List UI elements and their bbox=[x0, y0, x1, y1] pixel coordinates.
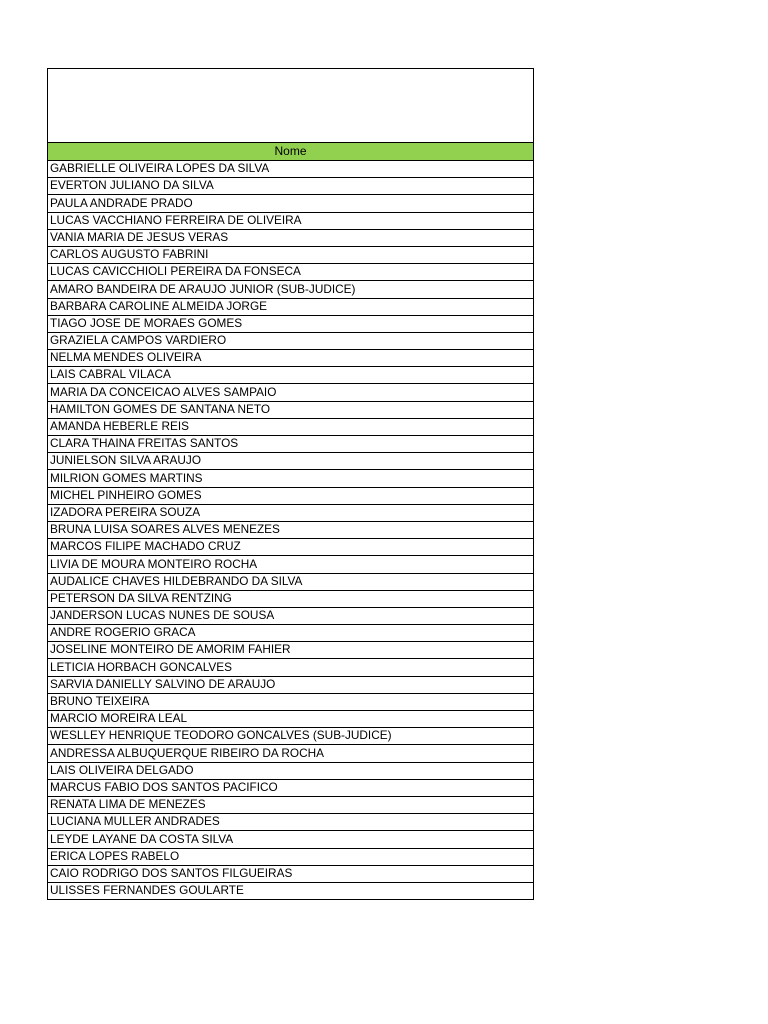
table-row bbox=[48, 694, 534, 711]
table-row bbox=[48, 384, 534, 401]
name-cell: AUDALICE CHAVES HILDEBRANDO DA SILVA bbox=[50, 573, 303, 588]
table-row bbox=[48, 247, 534, 264]
name-cell: LETICIA HORBACH GONCALVES bbox=[50, 659, 233, 674]
table-row bbox=[48, 195, 534, 212]
name-cell: LIVIA DE MOURA MONTEIRO ROCHA bbox=[50, 556, 258, 571]
name-cell: CAIO RODRIGO DOS SANTOS FILGUEIRAS bbox=[50, 865, 293, 880]
table-row bbox=[48, 264, 534, 281]
table-row bbox=[48, 367, 534, 384]
table-row bbox=[48, 642, 534, 659]
table-row bbox=[48, 436, 534, 453]
name-cell: MARIA DA CONCEICAO ALVES SAMPAIO bbox=[50, 384, 277, 399]
table-row bbox=[48, 333, 534, 350]
name-cell: SARVIA DANIELLY SALVINO DE ARAUJO bbox=[50, 676, 276, 691]
table-row bbox=[48, 625, 534, 642]
name-cell: LUCAS CAVICCHIOLI PEREIRA DA FONSECA bbox=[50, 264, 301, 279]
table-row bbox=[48, 556, 534, 573]
name-cell: AMANDA HEBERLE REIS bbox=[50, 419, 189, 433]
name-cell: GABRIELLE OLIVEIRA LOPES DA SILVA bbox=[50, 161, 270, 176]
name-cell: MARCOS FILIPE MACHADO CRUZ bbox=[50, 539, 241, 554]
name-cell: JANDERSON LUCAS NUNES DE SOUSA bbox=[50, 608, 275, 623]
table-row bbox=[48, 539, 534, 556]
table-row bbox=[48, 453, 534, 470]
table-row bbox=[48, 797, 534, 814]
name-cell: MARCIO MOREIRA LEAL bbox=[50, 711, 188, 726]
name-cell: PAULA ANDRADE PRADO bbox=[50, 195, 193, 210]
name-cell: ANDRE ROGERIO GRACA bbox=[50, 625, 196, 640]
name-cell: MICHEL PINHEIRO GOMES bbox=[50, 487, 202, 502]
table-row bbox=[48, 780, 534, 797]
spreadsheet-table bbox=[47, 68, 534, 900]
table-row bbox=[48, 230, 534, 247]
table-row bbox=[48, 350, 534, 367]
name-cell: RENATA LIMA DE MENEZES bbox=[50, 797, 206, 812]
table-row bbox=[48, 866, 534, 883]
table-row bbox=[48, 745, 534, 762]
table-row bbox=[48, 505, 534, 522]
table-row bbox=[48, 849, 534, 866]
title-area bbox=[48, 69, 534, 142]
table-row bbox=[48, 281, 534, 298]
name-cell: JUNIELSON SILVA ARAUJO bbox=[50, 453, 202, 468]
table-row bbox=[48, 574, 534, 591]
name-cell: VANIA MARIA DE JESUS VERAS bbox=[50, 229, 229, 244]
table-row bbox=[48, 316, 534, 333]
column-header-nome: Nome bbox=[48, 142, 534, 161]
name-cell: WESLLEY HENRIQUE TEODORO GONCALVES (SUB-JUDICE) bbox=[50, 728, 392, 743]
table-row bbox=[48, 178, 534, 195]
name-cell: LAIS CABRAL VILACA bbox=[50, 367, 171, 382]
table-row bbox=[48, 419, 534, 436]
name-cell: PETERSON DA SILVA RENTZING bbox=[50, 590, 232, 605]
table-row bbox=[48, 763, 534, 780]
table-row bbox=[48, 470, 534, 487]
table-row bbox=[48, 161, 534, 178]
name-cell: HAMILTON GOMES DE SANTANA NETO bbox=[50, 401, 271, 416]
name-cell: ULISSES FERNANDES GOULARTE bbox=[50, 883, 244, 898]
name-cell: BARBARA CAROLINE ALMEIDA JORGE bbox=[50, 298, 267, 313]
name-cell: BRUNA LUISA SOARES ALVES MENEZES bbox=[50, 522, 280, 537]
name-cell: ERICA LOPES RABELO bbox=[50, 848, 180, 863]
table-row bbox=[48, 488, 534, 505]
name-cell: IZADORA PEREIRA SOUZA bbox=[50, 504, 201, 519]
name-cell: JOSELINE MONTEIRO DE AMORIM FAHIER bbox=[50, 642, 291, 657]
table-row bbox=[48, 677, 534, 694]
name-cell: MILRION GOMES MARTINS bbox=[50, 470, 203, 485]
name-cell: LAIS OLIVEIRA DELGADO bbox=[50, 762, 194, 777]
table-row bbox=[48, 402, 534, 419]
name-cell: AMARO BANDEIRA DE ARAUJO JUNIOR (SUB-JUDICE) bbox=[50, 281, 356, 296]
name-cell: GRAZIELA CAMPOS VARDIERO bbox=[50, 333, 227, 348]
name-cell: LEYDE LAYANE DA COSTA SILVA bbox=[50, 831, 234, 846]
table-row bbox=[48, 608, 534, 625]
table-row bbox=[48, 659, 534, 676]
name-cell: MARCUS FABIO DOS SANTOS PACIFICO bbox=[50, 779, 278, 794]
name-cell: BRUNO TEIXEIRA bbox=[50, 694, 150, 708]
table-row bbox=[48, 213, 534, 230]
table-row bbox=[48, 591, 534, 608]
name-cell: CLARA THAINA FREITAS SANTOS bbox=[50, 436, 239, 451]
name-cell: NELMA MENDES OLIVEIRA bbox=[50, 350, 202, 365]
table-row bbox=[48, 522, 534, 539]
name-list bbox=[48, 161, 534, 900]
name-cell: EVERTON JULIANO DA SILVA bbox=[50, 178, 214, 193]
name-cell: CARLOS AUGUSTO FABRINI bbox=[50, 247, 209, 262]
table-row bbox=[48, 711, 534, 728]
name-cell: LUCAS VACCHIANO FERREIRA DE OLIVEIRA bbox=[50, 212, 302, 227]
table-row bbox=[48, 728, 534, 745]
table-row bbox=[48, 883, 534, 900]
name-cell: ANDRESSA ALBUQUERQUE RIBEIRO DA ROCHA bbox=[50, 745, 325, 760]
name-cell: TIAGO JOSE DE MORAES GOMES bbox=[50, 315, 243, 330]
table-row bbox=[48, 831, 534, 848]
table-row bbox=[48, 299, 534, 316]
table-row bbox=[48, 814, 534, 831]
name-cell: LUCIANA MULLER ANDRADES bbox=[50, 814, 220, 829]
